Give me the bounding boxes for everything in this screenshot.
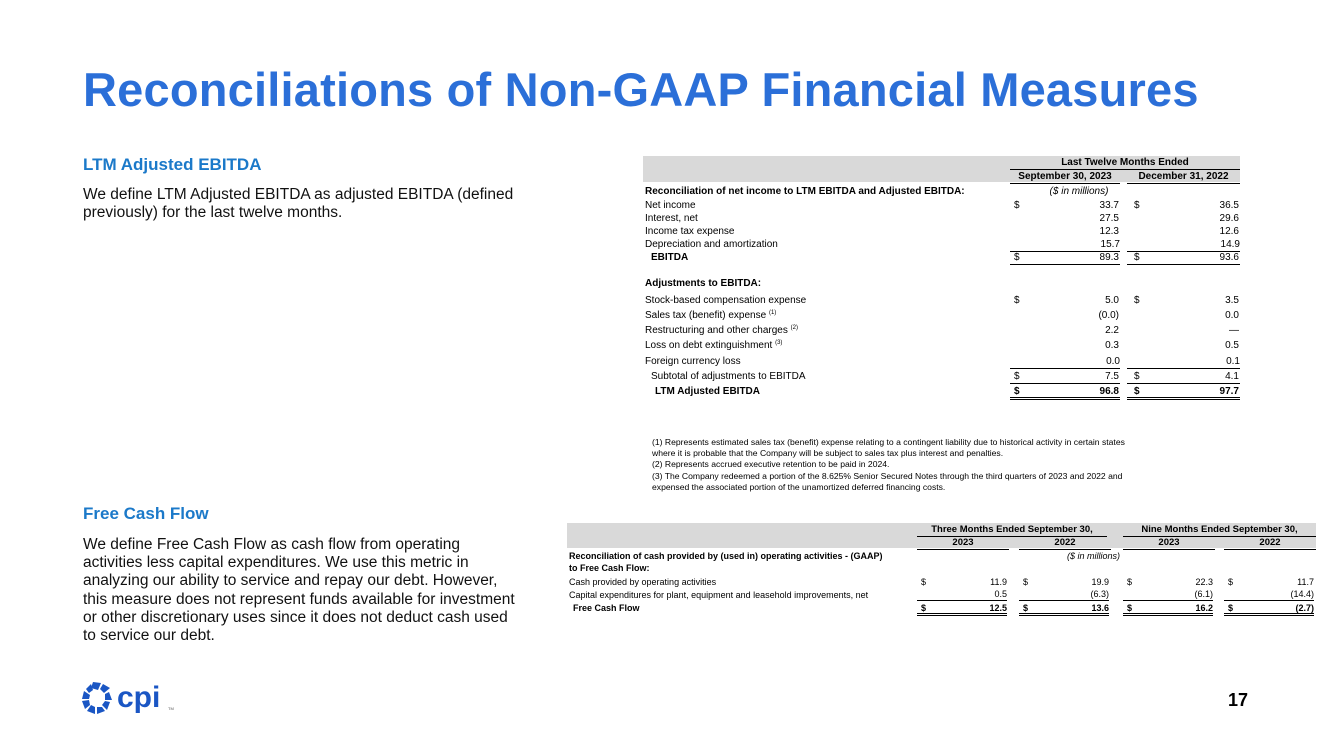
ltm-ebitda-table xyxy=(643,156,1240,406)
table-row xyxy=(643,185,1240,198)
table-row: Free Cash Flow $ 12.5 $ 13.6 $ 16.2 $ (2.7) xyxy=(567,602,1316,614)
year-header: 2022 xyxy=(1019,536,1111,550)
table-row: Interest, net 27.5 29.6 xyxy=(645,213,1239,224)
footnote-line: (3) The Company redeemed a portion of the 8.625% Senior Secured Notes through the third quarters of 2023 and 2022 and xyxy=(652,470,1123,481)
footnote-line: (2) Represents accrued executive retention to be paid in 2024. xyxy=(652,459,890,470)
footnote-line: expensed the associated portion of the unamortized deferred financing costs. xyxy=(652,481,946,492)
page-title: Reconciliations of Non-GAAP Financial Measures xyxy=(83,63,1199,116)
footnote-line: (1) Represents estimated sales tax (benefit) expense relating to a contingent liability due to historical activity in certain states xyxy=(652,437,1125,447)
adjustments-label: Adjustments to EBITDA: xyxy=(645,278,762,289)
table-row: Depreciation and amortization 15.7 14.9 xyxy=(645,239,1240,250)
table-row: to Free Cash Flow: xyxy=(569,563,650,573)
table-row xyxy=(643,277,1240,290)
page-number: 17 xyxy=(1228,690,1249,710)
table-row: Capital expenditures for plant, equipment and leasehold improvements, net 0.5 (6.3) (6.1) (14.4) xyxy=(569,589,1314,600)
col-header-dec-2022: December 31, 2022 xyxy=(1127,170,1240,184)
table-row xyxy=(567,550,1316,562)
ltm-description: We define LTM Adjusted EBITDA as adjusted EBITDA (defined previously) for the last twelve months. xyxy=(83,186,514,222)
units-label: ($ in millions) xyxy=(1067,551,1121,561)
year-header: 2023 xyxy=(917,536,1009,550)
ltm-group-header: Last Twelve Months Ended xyxy=(1010,156,1240,170)
footnotes xyxy=(652,437,1125,493)
fcf-description: We define Free Cash Flow as cash flow from operating activities less capital expenditures. We use this metric in analyzing our ability to service and repay our debt. However, this measure does not represent funds available for investment or other discretionary uses since it does not deduct cash used to service our debt. xyxy=(83,536,515,645)
table-row: Sales tax (benefit) expense $^{(1)}$ (0.0) 0.0 xyxy=(645,310,1239,321)
logo-tm: TM xyxy=(168,706,174,711)
year-header: 2023 xyxy=(1123,536,1215,550)
ltm-heading: LTM Adjusted EBITDA xyxy=(83,155,262,174)
table-row: Stock-based compensation expense $ 5.0 $ 3.5 xyxy=(645,295,1239,306)
units-label: ($ in millions) xyxy=(1049,186,1109,197)
table-row: Subtotal of adjustments to EBITDA $ 7.5 $ 4.1 xyxy=(651,371,1239,382)
table-row: EBITDA $ 89.3 $ 93.6 xyxy=(651,252,1239,263)
cpi-logo xyxy=(81,680,181,720)
footnote-line: where it is probable that the Company will be subject to sales tax plus interest and penalties. xyxy=(652,448,1004,459)
free-cash-flow-table xyxy=(567,523,1316,618)
table-row: Cash provided by operating activities $ 11.9 $ 19.9 $ 22.3 $ 11.7 xyxy=(569,577,1314,587)
nine-months-header: Nine Months Ended September 30, xyxy=(1123,523,1316,537)
fcf-heading: Free Cash Flow xyxy=(83,504,209,523)
table-row: Income tax expense 12.3 12.6 xyxy=(645,226,1239,237)
three-months-header: Three Months Ended September 30, xyxy=(917,523,1107,537)
col-header-sep-2023: September 30, 2023 xyxy=(1010,170,1120,184)
table-row: Restructuring and other charges $^{(2)}$ 2.2 — xyxy=(645,325,1239,336)
cpi-logo-mark-icon xyxy=(81,680,181,720)
table-row: LTM Adjusted EBITDA $ 96.8 $ 97.7 xyxy=(643,385,1240,398)
fcf-section-label: Reconciliation of cash provided by (used in) operating activities - (GAAP) xyxy=(569,551,883,561)
section-label: Reconciliation of net income to LTM EBITDA and Adjusted EBITDA: xyxy=(645,186,965,197)
table-row: Net income $ 33.7 $ 36.5 xyxy=(645,200,1239,211)
year-header: 2022 xyxy=(1224,536,1316,550)
table-row: Loss on debt extinguishment $^{(3)}$ 0.3 0.5 xyxy=(645,340,1239,351)
logo-text: cpi xyxy=(117,681,161,714)
table-row: Foreign currency loss 0.0 0.1 xyxy=(645,356,1240,367)
